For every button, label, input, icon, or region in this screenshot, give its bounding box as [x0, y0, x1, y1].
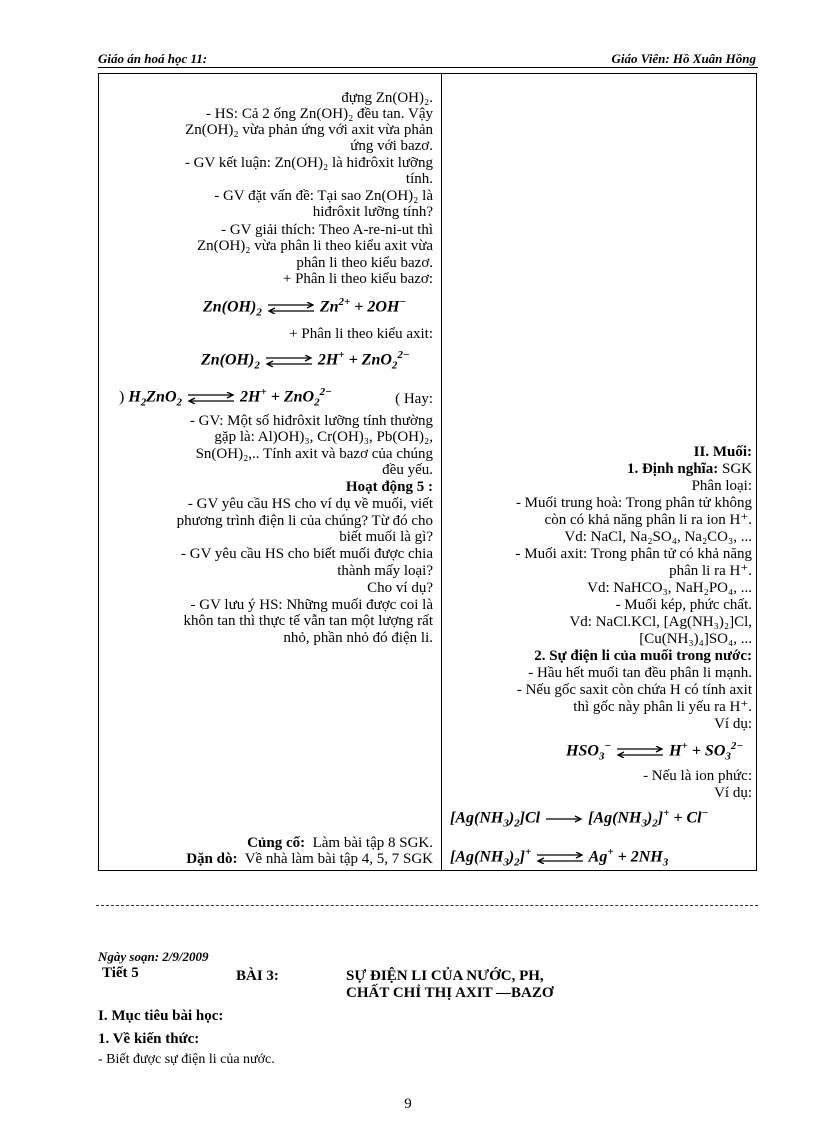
text-line: ứng với bazơ.	[350, 138, 433, 154]
homework-text: Về nhà làm bài tập 4, 5, 7 SGK	[244, 851, 433, 867]
text-line: - Muối kép, phức chất.	[615, 597, 752, 613]
equation-base-dissociation: $Zn(OH)_2$ $Zn^{2+} + 2OH^-$	[203, 296, 407, 319]
section-heading: II. Muối:	[693, 444, 752, 460]
page-header	[98, 48, 758, 68]
text-line: Vd: NaCl, Na₂SO₄, Na₂CO₃, ...	[564, 529, 752, 545]
text-line: hiđrôxit lưỡng tính?	[312, 204, 433, 220]
text-line: - Hầu hết muối tan đều phân li mạnh.	[528, 665, 752, 681]
text-line: Vd: NaHCO₃, NaH₂PO₄, ...	[587, 580, 752, 596]
text-line: tính.	[405, 171, 433, 187]
equation-hso3: $HSO_3^-$ $H^+ + SO_3^{2-}$	[566, 740, 744, 763]
consolidation-line	[247, 835, 433, 851]
lesson-title-line1: SỰ ĐIỆN LI CỦA NƯỚC, PH,	[346, 968, 544, 984]
homework-line	[186, 851, 433, 867]
text-line: phân li ra H⁺.	[669, 563, 752, 579]
header-left: Giáo án hoá học 11:	[98, 51, 208, 66]
text-line: - Nếu là ion phức:	[643, 768, 752, 784]
text-line: Sn(OH)₂,.. Tính axit và bazơ của chúng	[195, 446, 433, 462]
equation-zincate: ) $H_2ZnO_2$ 2H+ + ZnO$_2^{2-}$	[119, 386, 332, 409]
text-line: [Cu(NH₃)₄]SO₄, ...	[639, 631, 752, 647]
text-line: - GV đặt vấn đề: Tại sao Zn(OH)₂ là	[214, 188, 433, 204]
section-divider	[96, 905, 758, 906]
subsection-heading: 2. Sự điện li của muối trong nước:	[534, 648, 752, 664]
text-line: gặp là: Al)OH)₃, Cr(OH)₃, Pb(OH)₂,	[214, 429, 433, 445]
lesson-table	[98, 73, 757, 871]
text-line: + Phân li theo kiểu bazơ:	[282, 271, 433, 287]
text-line: ( Hay:	[395, 391, 433, 407]
knowledge-item: - Biết được sự điện li của nước.	[98, 1052, 275, 1067]
forward-arrow-icon	[544, 814, 584, 824]
definition-text: SGK	[721, 461, 752, 477]
equation-complex-ion: $[Ag(NH_3)_2]^+$ $Ag^+ + 2NH_3$	[450, 846, 669, 869]
text-line: nhỏ, phần nhỏ đó điện li.	[283, 630, 433, 646]
objectives-heading: I. Mục tiêu bài học:	[98, 1008, 224, 1024]
text-line: - GV lưu ý HS: Những muối được coi là	[190, 597, 433, 613]
text-line: Phân loại:	[691, 478, 752, 494]
homework-label: Dặn dò:	[186, 851, 238, 867]
text-line: - Muối axit: Trong phân tử có khả năng	[515, 546, 752, 562]
knowledge-heading: 1. Về kiến thức:	[98, 1031, 200, 1047]
definition-label: 1. Định nghĩa:	[626, 461, 719, 477]
text-line: đựng Zn(OH)₂.	[341, 90, 433, 106]
text-line: - HS: Cả 2 ống Zn(OH)₂ đều tan. Vậy	[206, 106, 433, 122]
prep-date: Ngày soạn: 2/9/2009	[98, 949, 209, 964]
page-number: 9	[404, 1096, 412, 1112]
text-line: Ví dụ:	[714, 716, 752, 732]
equilibrium-arrow-icon	[266, 302, 316, 314]
equilibrium-arrow-icon	[535, 852, 585, 864]
text-line: + Phân li theo kiểu axit:	[289, 326, 433, 342]
equation-complex-salt: $[Ag(NH_3)_2]Cl$ $[Ag(NH_3)_2]^+ + Cl^-$	[450, 807, 709, 830]
text-line: - GV kết luận: Zn(OH)₂ là hiđrôxit lưỡng	[184, 155, 433, 171]
text-line: - GV: Một số hiđrôxit lưỡng tính thường	[189, 413, 433, 429]
teacher-student-column	[99, 74, 442, 870]
text-line: - GV yêu cầu HS cho ví dụ về muối, viết	[187, 496, 433, 512]
header-right: Giáo Viên: Hồ Xuân Hồng	[611, 51, 756, 66]
text-line: còn có khả năng phân li ra ion H⁺.	[544, 512, 752, 528]
equilibrium-arrow-icon	[615, 746, 665, 758]
text-line: - Muối trung hoà: Trong phân tử không	[515, 495, 752, 511]
consolidation-text: Làm bài tập 8 SGK.	[312, 835, 433, 851]
equation-acid-dissociation: $Zn(OH)_2$ 2H+ + ZnO$_2^{2-}$	[201, 349, 410, 372]
lesson-title-line2: CHẤT CHỈ THỊ AXIT —BAZƠ	[346, 985, 554, 1001]
text-line: Zn(OH)₂ vừa phản ứng với axit vừa phản	[185, 122, 433, 138]
text-line: phân li theo kiểu bazơ.	[296, 255, 433, 271]
activity-heading: Hoạt động 5 :	[345, 479, 433, 495]
period-label: Tiết 5	[102, 965, 139, 981]
text-line: thành mấy loại?	[337, 563, 433, 579]
text-line: khôn tan thì thực tế vẫn tan một lượng rất	[183, 613, 433, 629]
content-column	[442, 74, 756, 870]
text-line: - GV giải thích: Theo A-re-ni-ut thì	[221, 222, 433, 238]
text-line: biết muối là gì?	[339, 529, 433, 545]
text-line: Ví dụ:	[714, 785, 752, 801]
consolidation-label: Củng cố:	[247, 835, 306, 851]
text-line: đều yếu.	[382, 462, 433, 478]
definition-line	[627, 461, 752, 477]
text-line: Cho ví dụ?	[367, 580, 433, 596]
text-line: - Nếu gốc saxit còn chứa H có tính axit	[516, 682, 752, 698]
text-line: phương trình điện li của chúng? Từ đó cho	[176, 513, 433, 529]
equilibrium-arrow-icon	[186, 392, 236, 404]
equilibrium-arrow-icon	[264, 355, 314, 367]
text-line: - GV yêu cầu HS cho biết muối được chia	[181, 546, 433, 562]
text-line: Vd: NaCl.KCl, [Ag(NH₃)₂]Cl,	[569, 614, 752, 630]
text-line: Zn(OH)₂ vừa phân li theo kiểu axit vừa	[196, 238, 433, 254]
lesson-number: BÀI 3:	[236, 968, 279, 984]
text-line: thì gốc này phân li yếu ra H⁺.	[573, 699, 752, 715]
